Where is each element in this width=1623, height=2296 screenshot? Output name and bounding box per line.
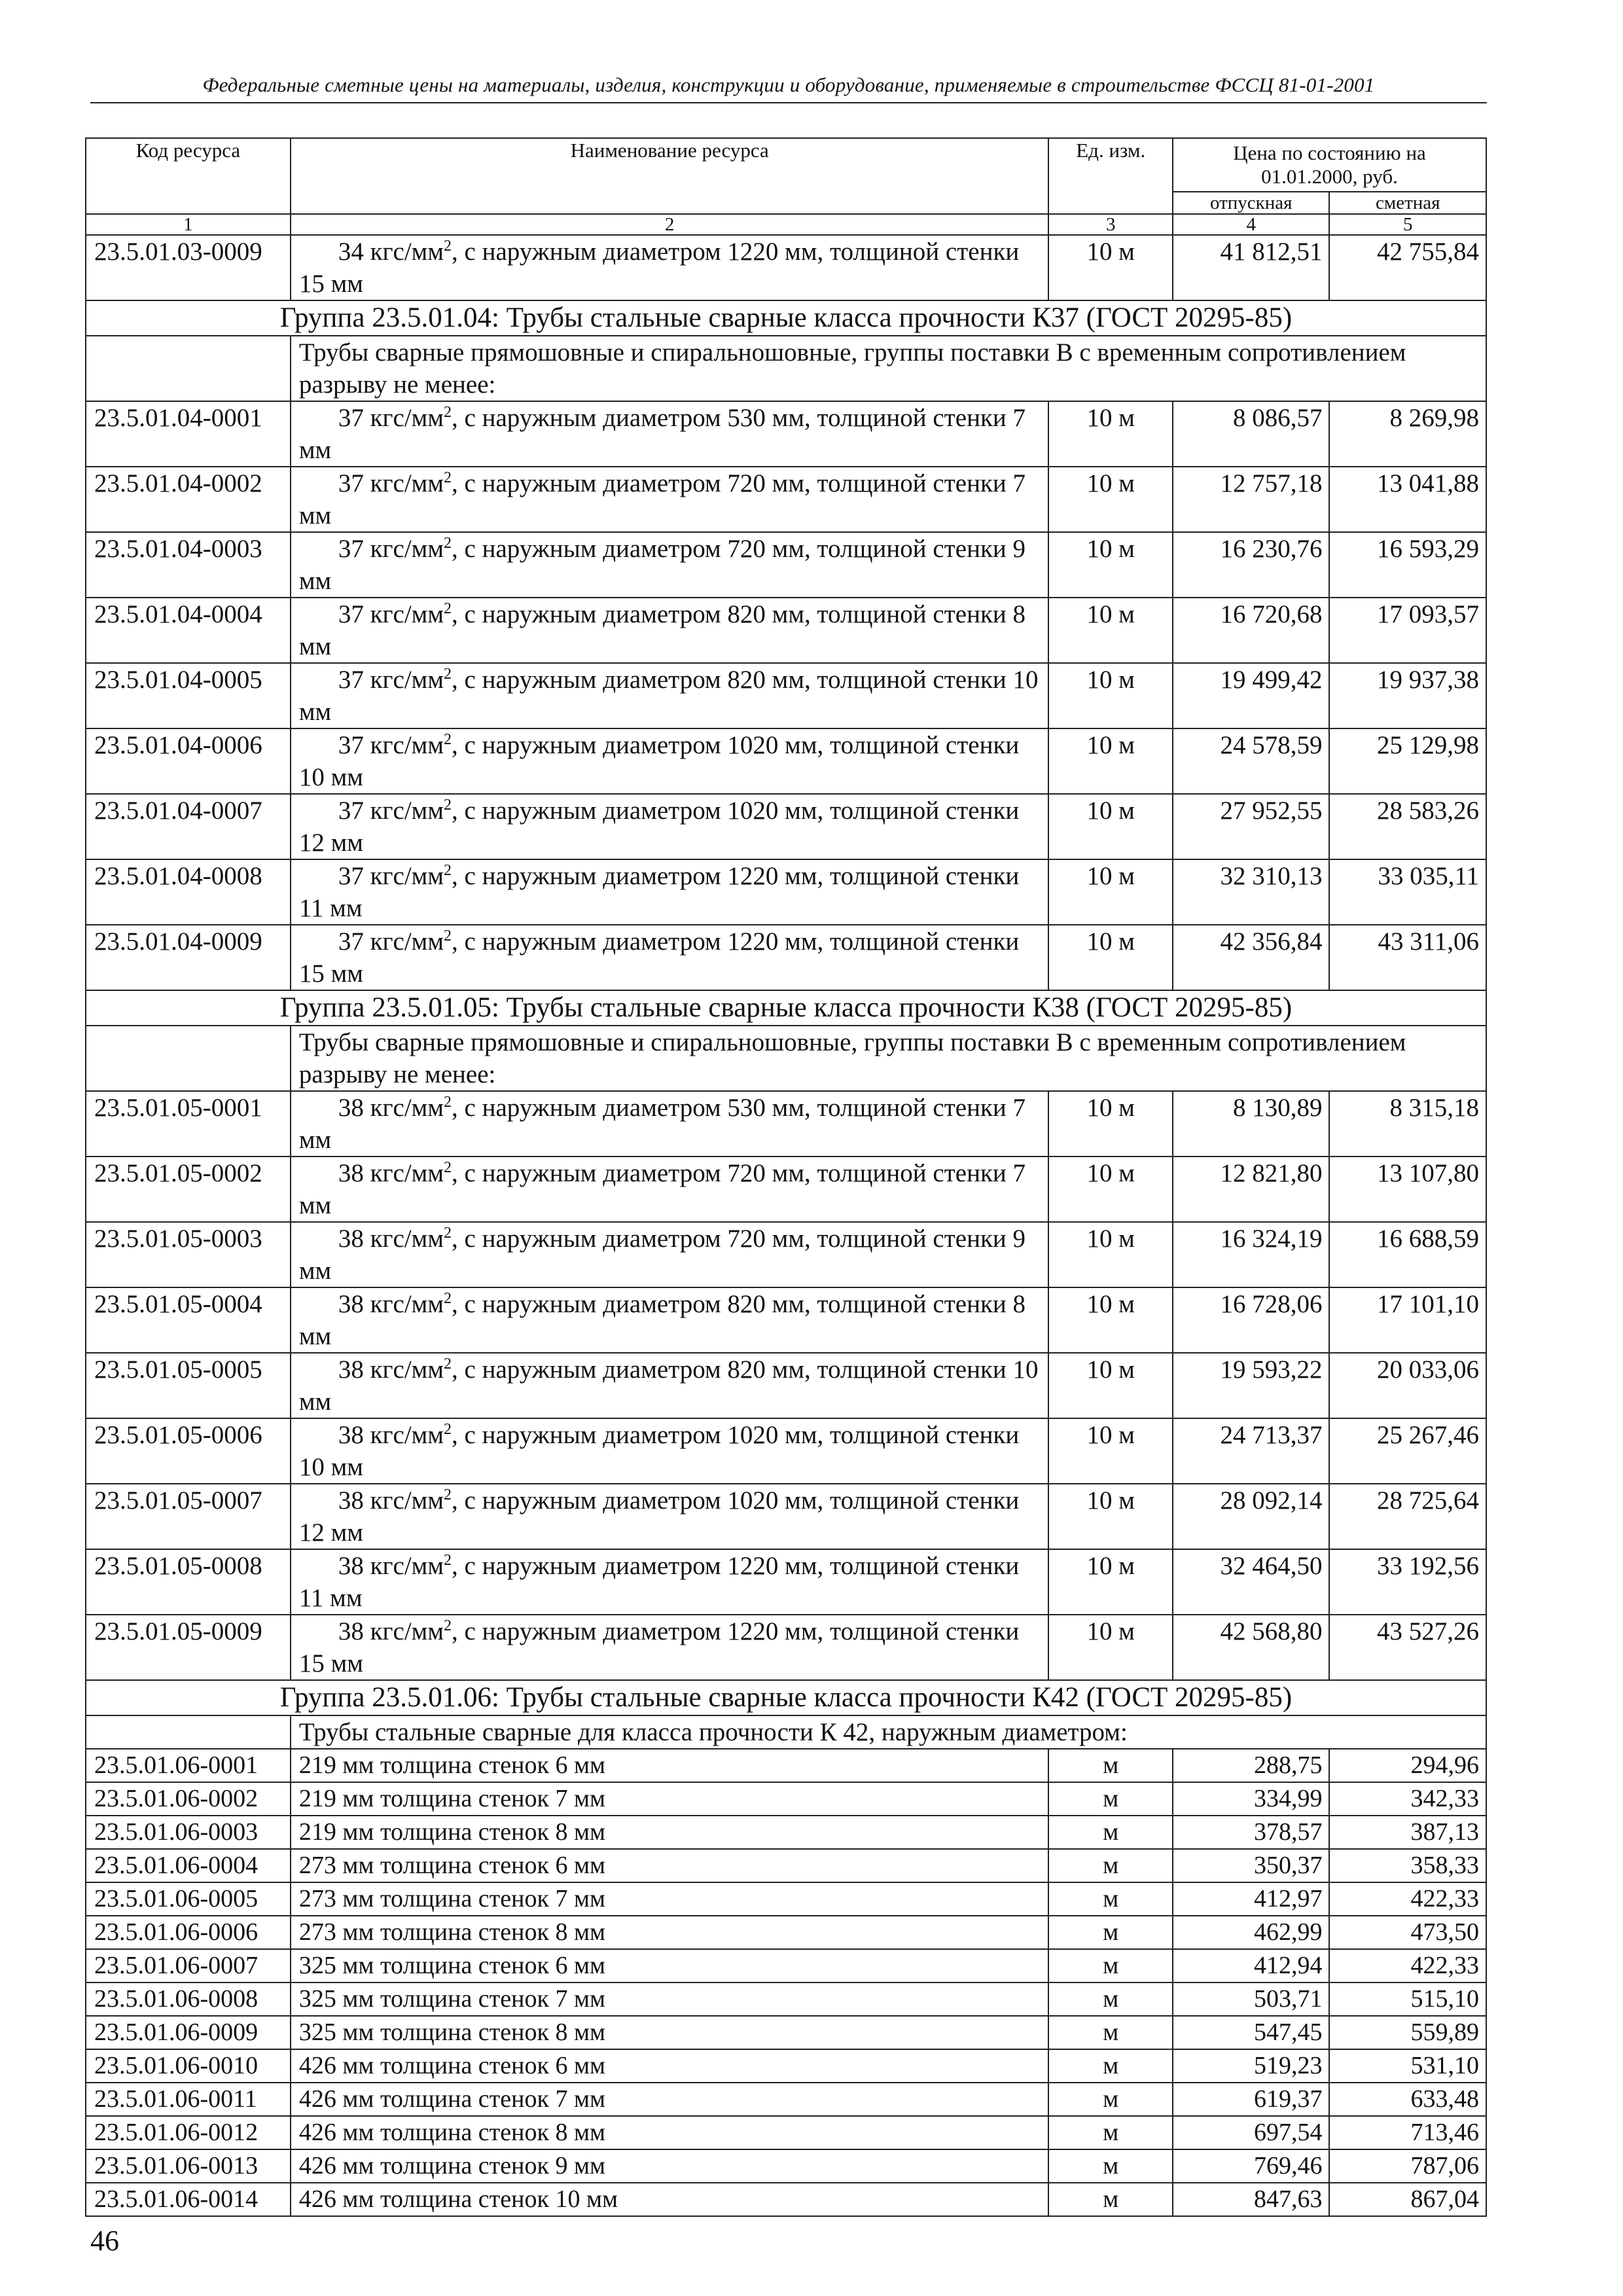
- name-rest: , с наружным диаметром 720 мм, толщиной стенки 9 мм: [298, 535, 1026, 595]
- unit: м: [1048, 1949, 1173, 1982]
- table-row: [86, 1615, 1486, 1680]
- resource-code: 23.5.01.06-0002: [86, 1782, 291, 1816]
- column-number: 2: [291, 214, 1049, 235]
- table-row: [86, 2016, 1486, 2049]
- table-row: [86, 925, 1486, 990]
- superscript-2: 2: [444, 1617, 452, 1634]
- price-release: 32 310,13: [1173, 859, 1329, 925]
- price-estimate: 13 041,88: [1329, 467, 1486, 532]
- unit: 10 м: [1048, 467, 1173, 532]
- price-release: 519,23: [1173, 2049, 1329, 2083]
- price-table: [85, 137, 1487, 2217]
- unit: м: [1048, 1982, 1173, 2016]
- group-title: Группа 23.5.01.06: Трубы стальные сварные класса прочности К42 (ГОСТ 20295-85): [86, 1680, 1486, 1715]
- unit: 10 м: [1048, 859, 1173, 925]
- unit: м: [1048, 2016, 1173, 2049]
- price-release: 41 812,51: [1173, 235, 1329, 300]
- price-estimate: 867,04: [1329, 2183, 1486, 2216]
- unit: м: [1048, 1916, 1173, 1949]
- price-estimate: 787,06: [1329, 2149, 1486, 2183]
- superscript-2: 2: [444, 862, 452, 879]
- group-intro: Трубы стальные сварные для класса прочности К 42, наружным диаметром:: [291, 1715, 1486, 1749]
- group-intro-row: [86, 1026, 1486, 1091]
- price-release: 619,37: [1173, 2083, 1329, 2116]
- header-unit: Ед. изм.: [1048, 138, 1173, 214]
- superscript-2: 2: [444, 731, 452, 748]
- table-row: [86, 1916, 1486, 1949]
- unit: 10 м: [1048, 1418, 1173, 1484]
- superscript-2: 2: [444, 238, 452, 255]
- unit: 10 м: [1048, 235, 1173, 300]
- price-release: 16 230,76: [1173, 532, 1329, 598]
- name-lead: 38 кгс/мм: [338, 1552, 444, 1580]
- unit: 10 м: [1048, 532, 1173, 598]
- unit: м: [1048, 2183, 1173, 2216]
- group-intro: Трубы сварные прямошовные и спиральношовные, группы поставки В с временным сопротивлением разрыву не менее:: [291, 336, 1486, 401]
- unit: 10 м: [1048, 1091, 1173, 1157]
- superscript-2: 2: [444, 666, 452, 683]
- resource-code: 23.5.01.06-0012: [86, 2116, 291, 2149]
- name-rest: , с наружным диаметром 720 мм, толщиной стенки 9 мм: [298, 1225, 1026, 1285]
- price-estimate: 25 267,46: [1329, 1418, 1486, 1484]
- price-estimate: 422,33: [1329, 1882, 1486, 1916]
- header-price-release: отпускная: [1173, 192, 1329, 214]
- price-release: 24 713,37: [1173, 1418, 1329, 1484]
- name-lead: 37 кгс/мм: [338, 535, 444, 563]
- name-rest: , с наружным диаметром 1020 мм, толщиной стенки 10 мм: [298, 1421, 1020, 1481]
- price-estimate: 515,10: [1329, 1982, 1486, 2016]
- price-release: 378,57: [1173, 1816, 1329, 1849]
- price-release: 19 593,22: [1173, 1353, 1329, 1418]
- name-lead: 38 кгс/мм: [338, 1290, 444, 1318]
- price-release: 769,46: [1173, 2149, 1329, 2183]
- superscript-2: 2: [444, 797, 452, 814]
- resource-name: 325 мм толщина стенок 6 мм: [291, 1949, 1049, 1982]
- running-header: Федеральные сметные цены на материалы, изделия, конструкции и оборудование, применяемые в строительстве ФССЦ 81-01-2001: [90, 73, 1487, 103]
- resource-code: 23.5.01.06-0010: [86, 2049, 291, 2083]
- table-row: [86, 2149, 1486, 2183]
- column-numbers-row: [86, 214, 1486, 235]
- price-estimate: 713,46: [1329, 2116, 1486, 2149]
- superscript-2: 2: [444, 927, 452, 944]
- name-rest: , с наружным диаметром 1220 мм, толщиной стенки 15 мм: [298, 1617, 1020, 1677]
- resource-name: [291, 1549, 1049, 1615]
- price-release: 8 130,89: [1173, 1091, 1329, 1157]
- resource-code: 23.5.01.06-0008: [86, 1982, 291, 2016]
- table-row: [86, 2083, 1486, 2116]
- name-lead: 37 кгс/мм: [338, 469, 444, 497]
- table-row: [86, 1816, 1486, 1849]
- unit: м: [1048, 1882, 1173, 1916]
- resource-name: 273 мм толщина стенок 8 мм: [291, 1916, 1049, 1949]
- unit: м: [1048, 1849, 1173, 1882]
- group-title: Группа 23.5.01.05: Трубы стальные сварные класса прочности К38 (ГОСТ 20295-85): [86, 990, 1486, 1026]
- price-release: 462,99: [1173, 1916, 1329, 1949]
- resource-name: [291, 532, 1049, 598]
- resource-code: 23.5.01.05-0007: [86, 1484, 291, 1549]
- name-lead: 38 кгс/мм: [338, 1421, 444, 1449]
- resource-name: [291, 859, 1049, 925]
- column-number: 1: [86, 214, 291, 235]
- resource-name: 219 мм толщина стенок 6 мм: [291, 1749, 1049, 1782]
- name-lead: 38 кгс/мм: [338, 1617, 444, 1645]
- unit: м: [1048, 2149, 1173, 2183]
- resource-name: 219 мм толщина стенок 7 мм: [291, 1782, 1049, 1816]
- resource-code: 23.5.01.05-0006: [86, 1418, 291, 1484]
- resource-code: 23.5.01.04-0005: [86, 663, 291, 728]
- table-row: [86, 1982, 1486, 2016]
- price-release: 503,71: [1173, 1982, 1329, 2016]
- unit: 10 м: [1048, 1549, 1173, 1615]
- name-lead: 37 кгс/мм: [338, 404, 444, 432]
- price-release: 27 952,55: [1173, 794, 1329, 859]
- superscript-2: 2: [444, 1421, 452, 1438]
- table-header: [86, 138, 1486, 214]
- price-release: 547,45: [1173, 2016, 1329, 2049]
- table-row: [86, 235, 1486, 300]
- name-lead: 37 кгс/мм: [338, 731, 444, 759]
- price-estimate: 16 688,59: [1329, 1222, 1486, 1287]
- group-intro: Трубы сварные прямошовные и спиральношовные, группы поставки В с временным сопротивлением разрыву не менее:: [291, 1026, 1486, 1091]
- superscript-2: 2: [444, 1094, 452, 1111]
- unit: 10 м: [1048, 1157, 1173, 1222]
- price-release: 19 499,42: [1173, 663, 1329, 728]
- resource-code: 23.5.01.06-0011: [86, 2083, 291, 2116]
- resource-code: 23.5.01.05-0004: [86, 1287, 291, 1353]
- price-estimate: 633,48: [1329, 2083, 1486, 2116]
- resource-name: [291, 925, 1049, 990]
- price-estimate: 20 033,06: [1329, 1353, 1486, 1418]
- price-release: 28 092,14: [1173, 1484, 1329, 1549]
- unit: 10 м: [1048, 728, 1173, 794]
- name-rest: , с наружным диаметром 1020 мм, толщиной стенки 12 мм: [298, 797, 1020, 857]
- resource-code: 23.5.01.04-0006: [86, 728, 291, 794]
- table-row: [86, 2049, 1486, 2083]
- price-release: 12 821,80: [1173, 1157, 1329, 1222]
- resource-name: [291, 663, 1049, 728]
- table-row: [86, 1353, 1486, 1418]
- price-estimate: 294,96: [1329, 1749, 1486, 1782]
- unit: м: [1048, 2116, 1173, 2149]
- resource-code: 23.5.01.04-0001: [86, 401, 291, 467]
- price-estimate: 42 755,84: [1329, 235, 1486, 300]
- group-title-row: [86, 1680, 1486, 1715]
- name-lead: 38 кгс/мм: [338, 1486, 444, 1515]
- price-estimate: 473,50: [1329, 1916, 1486, 1949]
- resource-name: 426 мм толщина стенок 10 мм: [291, 2183, 1049, 2216]
- unit: м: [1048, 1782, 1173, 1816]
- resource-name: 219 мм толщина стенок 8 мм: [291, 1816, 1049, 1849]
- superscript-2: 2: [444, 1552, 452, 1569]
- empty-cell: [86, 1026, 291, 1091]
- unit: 10 м: [1048, 1353, 1173, 1418]
- resource-code: 23.5.01.04-0003: [86, 532, 291, 598]
- unit: 10 м: [1048, 663, 1173, 728]
- group-title-row: [86, 990, 1486, 1026]
- price-release: 412,97: [1173, 1882, 1329, 1916]
- table-row: [86, 1549, 1486, 1615]
- group-intro-row: [86, 1715, 1486, 1749]
- price-estimate: 28 725,64: [1329, 1484, 1486, 1549]
- name-lead: 37 кгс/мм: [338, 797, 444, 825]
- resource-name: 426 мм толщина стенок 6 мм: [291, 2049, 1049, 2083]
- resource-code: 23.5.01.05-0005: [86, 1353, 291, 1418]
- group-title: Группа 23.5.01.04: Трубы стальные сварные класса прочности К37 (ГОСТ 20295-85): [86, 300, 1486, 336]
- name-rest: , с наружным диаметром 720 мм, толщиной стенки 7 мм: [298, 1159, 1026, 1219]
- price-estimate: 13 107,80: [1329, 1157, 1486, 1222]
- page-number: 46: [90, 2225, 119, 2257]
- table-row: [86, 532, 1486, 598]
- resource-name: [291, 1287, 1049, 1353]
- price-release: 16 728,06: [1173, 1287, 1329, 1353]
- resource-code: 23.5.01.03-0009: [86, 235, 291, 300]
- table-row: [86, 598, 1486, 663]
- price-estimate: 16 593,29: [1329, 532, 1486, 598]
- unit: 10 м: [1048, 1222, 1173, 1287]
- name-lead: 37 кгс/мм: [338, 927, 444, 956]
- price-estimate: 43 527,26: [1329, 1615, 1486, 1680]
- resource-code: 23.5.01.04-0002: [86, 467, 291, 532]
- price-estimate: 17 093,57: [1329, 598, 1486, 663]
- price-estimate: 8 315,18: [1329, 1091, 1486, 1157]
- table-row: [86, 1222, 1486, 1287]
- resource-name: [291, 728, 1049, 794]
- empty-cell: [86, 1715, 291, 1749]
- resource-name: [291, 794, 1049, 859]
- column-number: 3: [1048, 214, 1173, 235]
- price-release: 697,54: [1173, 2116, 1329, 2149]
- table-row: [86, 1782, 1486, 1816]
- name-lead: 37 кгс/мм: [338, 600, 444, 628]
- resource-code: 23.5.01.06-0014: [86, 2183, 291, 2216]
- table-row: [86, 1949, 1486, 1982]
- table-row: [86, 1091, 1486, 1157]
- resource-code: 23.5.01.05-0002: [86, 1157, 291, 1222]
- group-intro-row: [86, 336, 1486, 401]
- table-row: [86, 728, 1486, 794]
- name-lead: 37 кгс/мм: [338, 862, 444, 890]
- resource-code: 23.5.01.06-0007: [86, 1949, 291, 1982]
- price-estimate: 387,13: [1329, 1816, 1486, 1849]
- unit: 10 м: [1048, 1287, 1173, 1353]
- superscript-2: 2: [444, 469, 452, 486]
- name-lead: 37 кгс/мм: [338, 666, 444, 694]
- unit: 10 м: [1048, 794, 1173, 859]
- resource-code: 23.5.01.06-0005: [86, 1882, 291, 1916]
- resource-code: 23.5.01.04-0008: [86, 859, 291, 925]
- table-row: [86, 1484, 1486, 1549]
- price-release: 42 356,84: [1173, 925, 1329, 990]
- price-estimate: 531,10: [1329, 2049, 1486, 2083]
- resource-name: 325 мм толщина стенок 7 мм: [291, 1982, 1049, 2016]
- unit: м: [1048, 2083, 1173, 2116]
- header-name: Наименование ресурса: [291, 138, 1049, 214]
- table-row: [86, 859, 1486, 925]
- resource-name: [291, 1353, 1049, 1418]
- unit: м: [1048, 2049, 1173, 2083]
- superscript-2: 2: [444, 1290, 452, 1307]
- resource-name: [291, 1615, 1049, 1680]
- name-rest: , с наружным диаметром 820 мм, толщиной стенки 8 мм: [298, 600, 1026, 660]
- table-row: [86, 1882, 1486, 1916]
- unit: 10 м: [1048, 1484, 1173, 1549]
- name-rest: , с наружным диаметром 1220 мм, толщиной стенки 11 мм: [298, 1552, 1020, 1612]
- price-estimate: 33 035,11: [1329, 859, 1486, 925]
- header-code: Код ресурса: [86, 138, 291, 214]
- name-rest: , с наружным диаметром 1020 мм, толщиной стенки 12 мм: [298, 1486, 1020, 1547]
- price-release: 412,94: [1173, 1949, 1329, 1982]
- resource-name: [291, 1091, 1049, 1157]
- price-release: 847,63: [1173, 2183, 1329, 2216]
- resource-name: 273 мм толщина стенок 7 мм: [291, 1882, 1049, 1916]
- unit: 10 м: [1048, 598, 1173, 663]
- resource-name: [291, 235, 1049, 300]
- price-estimate: 19 937,38: [1329, 663, 1486, 728]
- table-row: [86, 1157, 1486, 1222]
- price-estimate: 342,33: [1329, 1782, 1486, 1816]
- group-title-row: [86, 300, 1486, 336]
- table-row: [86, 401, 1486, 467]
- resource-name: 426 мм толщина стенок 7 мм: [291, 2083, 1049, 2116]
- resource-name: [291, 1484, 1049, 1549]
- resource-code: 23.5.01.04-0009: [86, 925, 291, 990]
- table-row: [86, 663, 1486, 728]
- unit: м: [1048, 1749, 1173, 1782]
- resource-name: [291, 1418, 1049, 1484]
- resource-code: 23.5.01.05-0003: [86, 1222, 291, 1287]
- column-number: 5: [1329, 214, 1486, 235]
- price-release: 350,37: [1173, 1849, 1329, 1882]
- price-estimate: 559,89: [1329, 2016, 1486, 2049]
- table-row: [86, 1849, 1486, 1882]
- superscript-2: 2: [444, 1225, 452, 1242]
- superscript-2: 2: [444, 1486, 452, 1503]
- price-release: 24 578,59: [1173, 728, 1329, 794]
- resource-code: 23.5.01.06-0006: [86, 1916, 291, 1949]
- name-rest: , с наружным диаметром 530 мм, толщиной стенки 7 мм: [298, 404, 1026, 464]
- resource-name: 273 мм толщина стенок 6 мм: [291, 1849, 1049, 1882]
- resource-name: [291, 598, 1049, 663]
- resource-name: [291, 1222, 1049, 1287]
- superscript-2: 2: [444, 404, 452, 421]
- superscript-2: 2: [444, 600, 452, 617]
- resource-name: [291, 467, 1049, 532]
- name-lead: 38 кгс/мм: [338, 1159, 444, 1187]
- table-row: [86, 467, 1486, 532]
- resource-code: 23.5.01.04-0004: [86, 598, 291, 663]
- name-rest: , с наружным диаметром 820 мм, толщиной стенки 10 мм: [298, 666, 1039, 726]
- resource-code: 23.5.01.06-0013: [86, 2149, 291, 2183]
- resource-code: 23.5.01.05-0009: [86, 1615, 291, 1680]
- resource-code: 23.5.01.05-0001: [86, 1091, 291, 1157]
- empty-cell: [86, 336, 291, 401]
- price-estimate: 28 583,26: [1329, 794, 1486, 859]
- resource-code: 23.5.01.05-0008: [86, 1549, 291, 1615]
- price-release: 16 324,19: [1173, 1222, 1329, 1287]
- resource-code: 23.5.01.06-0004: [86, 1849, 291, 1882]
- price-release: 12 757,18: [1173, 467, 1329, 532]
- resource-code: 23.5.01.06-0001: [86, 1749, 291, 1782]
- price-estimate: 17 101,10: [1329, 1287, 1486, 1353]
- price-release: 16 720,68: [1173, 598, 1329, 663]
- name-rest: , с наружным диаметром 820 мм, толщиной стенки 10 мм: [298, 1355, 1039, 1416]
- resource-code: 23.5.01.06-0009: [86, 2016, 291, 2049]
- table-row: [86, 2116, 1486, 2149]
- table-row: [86, 1287, 1486, 1353]
- header-price-estimate: сметная: [1329, 192, 1486, 214]
- name-rest: , с наружным диаметром 720 мм, толщиной стенки 7 мм: [298, 469, 1026, 529]
- resource-name: [291, 1157, 1049, 1222]
- resource-name: 426 мм толщина стенок 9 мм: [291, 2149, 1049, 2183]
- superscript-2: 2: [444, 1355, 452, 1372]
- table-body: [86, 214, 1486, 2216]
- superscript-2: 2: [444, 535, 452, 552]
- price-estimate: 43 311,06: [1329, 925, 1486, 990]
- table-row: [86, 1418, 1486, 1484]
- name-rest: , с наружным диаметром 1020 мм, толщиной стенки 10 мм: [298, 731, 1020, 791]
- unit: 10 м: [1048, 1615, 1173, 1680]
- table-row: [86, 794, 1486, 859]
- table-row: [86, 2183, 1486, 2216]
- column-number: 4: [1173, 214, 1329, 235]
- resource-name: 325 мм толщина стенок 8 мм: [291, 2016, 1049, 2049]
- resource-name: [291, 401, 1049, 467]
- price-release: 288,75: [1173, 1749, 1329, 1782]
- name-rest: , с наружным диаметром 1220 мм, толщиной стенки 15 мм: [298, 927, 1020, 988]
- price-estimate: 25 129,98: [1329, 728, 1486, 794]
- unit: м: [1048, 1816, 1173, 1849]
- unit: 10 м: [1048, 925, 1173, 990]
- price-estimate: 422,33: [1329, 1949, 1486, 1982]
- name-rest: , с наружным диаметром 1220 мм, толщиной стенки 11 мм: [298, 862, 1020, 922]
- table-row: [86, 1749, 1486, 1782]
- price-estimate: 358,33: [1329, 1849, 1486, 1882]
- unit: 10 м: [1048, 401, 1173, 467]
- header-price: Цена по состоянию на 01.01.2000, руб.: [1173, 138, 1486, 192]
- name-lead: 34 кгс/мм: [338, 238, 444, 266]
- price-release: 334,99: [1173, 1782, 1329, 1816]
- price-release: 8 086,57: [1173, 401, 1329, 467]
- name-rest: , с наружным диаметром 530 мм, толщиной стенки 7 мм: [298, 1094, 1026, 1154]
- name-lead: 38 кгс/мм: [338, 1225, 444, 1253]
- name-lead: 38 кгс/мм: [338, 1094, 444, 1122]
- resource-code: 23.5.01.04-0007: [86, 794, 291, 859]
- price-estimate: 8 269,98: [1329, 401, 1486, 467]
- name-lead: 38 кгс/мм: [338, 1355, 444, 1384]
- superscript-2: 2: [444, 1159, 452, 1176]
- name-rest: , с наружным диаметром 820 мм, толщиной стенки 8 мм: [298, 1290, 1026, 1350]
- resource-name: 426 мм толщина стенок 8 мм: [291, 2116, 1049, 2149]
- name-rest: , с наружным диаметром 1220 мм, толщиной стенки 15 мм: [298, 238, 1020, 298]
- price-release: 32 464,50: [1173, 1549, 1329, 1615]
- price-release: 42 568,80: [1173, 1615, 1329, 1680]
- resource-code: 23.5.01.06-0003: [86, 1816, 291, 1849]
- price-estimate: 33 192,56: [1329, 1549, 1486, 1615]
